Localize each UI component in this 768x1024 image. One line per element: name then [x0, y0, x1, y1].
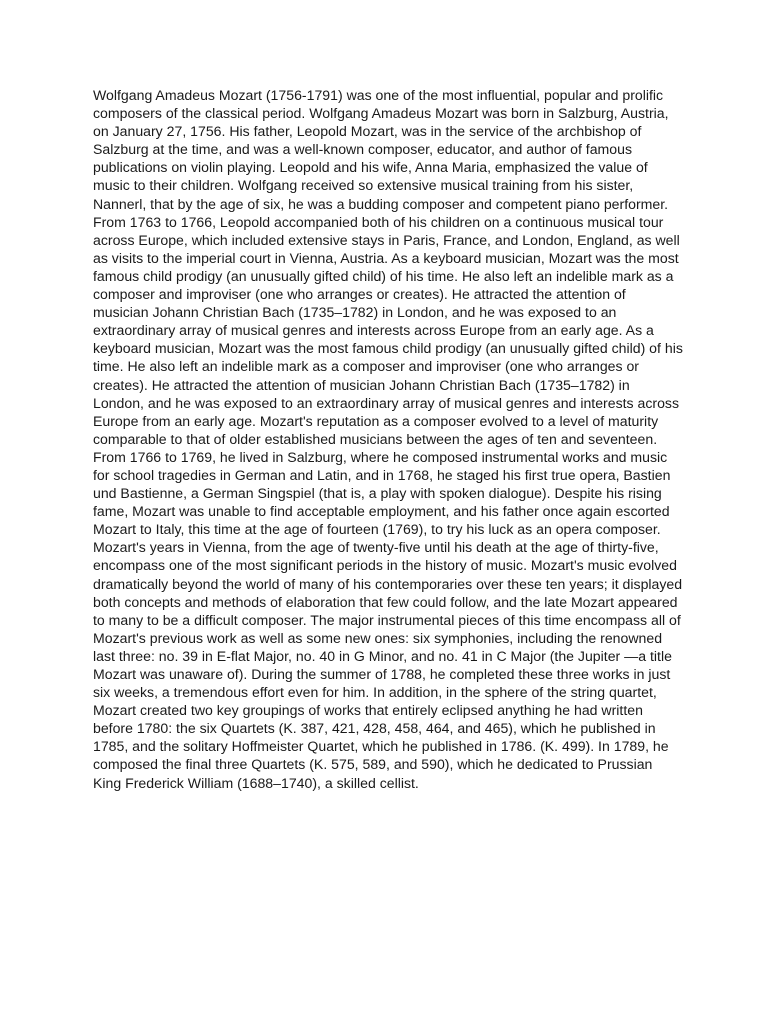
body-paragraph: Wolfgang Amadeus Mozart (1756-1791) was one of the most influential, popular and prolific composers of the classical period. Wolfgang Amadeus Mozart was born in Salzburg, Austria, on January 27, 1756. His father, Leopold Mozart, was in the service of the archbishop of Salzburg at the time, and was a well-known composer, educator, and author of famous publications on violin playing. Leopold and his wife, Anna Maria, emphasized the value of music to their children. Wolfgang received so extensive musical training from his sister, Nannerl, that by the age of six, he was a budding composer and competent piano performer. From 1763 to 1766, Leopold accompanied both of his children on a continuous musical tour across Europe, which included extensive stays in Paris, France, and London, England, as well as visits to the imperial court in Vienna, Austria. As a keyboard musician, Mozart was the most famous child prodigy (an unusually gifted child) of his time. He also left an indelible mark as a composer and improviser (one who arranges or creates). He attracted the attention of musician Johann Christian Bach (1735–1782) in London, and he was exposed to an extraordinary array of musical genres and interests across Europe from an early age. As a keyboard musician, Mozart was the most famous child prodigy (an unusually gifted child) of his time. He also left an indelible mark as a composer and improviser (one who arranges or creates). He attracted the attention of musician Johann Christian Bach (1735–1782) in London, and he was exposed to an extraordinary array of musical genres and interests across Europe from an early age. Mozart's reputation as a composer evolved to a level of maturity comparable to that of older established musicians between the ages of ten and seventeen. From 1766 to 1769, he lived in Salzburg, where he composed instrumental works and music for school tragedies in German and Latin, and in 1768, he staged his first true opera, Bastien und Bastienne, a German Singspiel (that is, a play with spoken dialogue). Despite his rising fame, Mozart was unable to find acceptable employment, and his father once again escorted Mozart to Italy, this time at the age of fourteen (1769), to try his luck as an opera composer. Mozart's years in Vienna, from the age of twenty-five until his death at the age of thirty-five, encompass one of the most significant periods in the history of music. Mozart's music evolved dramatically beyond the world of many of his contemporaries over these ten years; it displayed both concepts and methods of elaboration that few could follow, and the late Mozart appeared to many to be a difficult composer. The major instrumental pieces of this time encompass all of Mozart's previous work as well as some new ones: six symphonies, including the renowned last three: no. 39 in E-flat Major, no. 40 in G Minor, and no. 41 in C Major (the Jupiter —a title Mozart was unaware of). During the summer of 1788, he completed these three works in just six weeks, a tremendous effort even for him. In addition, in the sphere of the string quartet, Mozart created two key groupings of works that entirely eclipsed anything he had written before 1780: the six Quartets (K. 387, 421, 428, 458, 464, and 465), which he published in 1785, and the solitary Hoffmeister Quartet, which he published in 1786. (K. 499). In 1789, he composed the final three Quartets (K. 575, 589, and 590), which he dedicated to Prussian King Frederick William (1688–1740), a skilled cellist. [93, 87, 683, 791]
